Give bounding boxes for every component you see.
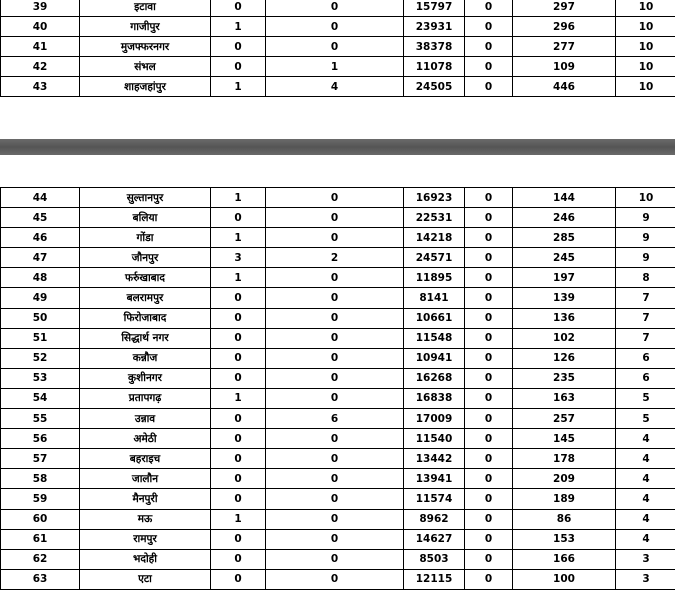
value-cell-4: 0 bbox=[465, 388, 513, 408]
serial-number-cell: 62 bbox=[1, 549, 80, 569]
table-row bbox=[1, 208, 675, 228]
value-cell-2: 0 bbox=[266, 449, 404, 469]
serial-number-cell: 63 bbox=[1, 569, 80, 589]
rank-value-cell: 4 bbox=[616, 469, 675, 489]
table-row bbox=[1, 328, 675, 348]
value-cell-4: 0 bbox=[465, 188, 513, 208]
value-cell-5: 178 bbox=[513, 449, 616, 469]
value-cell-4: 0 bbox=[465, 57, 513, 77]
value-cell-4: 0 bbox=[465, 328, 513, 348]
rank-value-cell: 4 bbox=[616, 509, 675, 529]
value-cell-3: 15797 bbox=[404, 0, 465, 17]
value-cell-3: 11078 bbox=[404, 57, 465, 77]
value-cell-2: 0 bbox=[266, 549, 404, 569]
value-cell-2: 0 bbox=[266, 569, 404, 589]
serial-number-cell: 59 bbox=[1, 489, 80, 509]
value-cell-1: 1 bbox=[211, 228, 266, 248]
value-cell-2: 0 bbox=[266, 429, 404, 449]
district-name-cell: जौनपुर bbox=[80, 248, 211, 268]
table-body-bottom bbox=[1, 188, 675, 590]
rank-value-cell: 3 bbox=[616, 549, 675, 569]
value-cell-1: 0 bbox=[211, 368, 266, 388]
rank-value-cell: 4 bbox=[616, 529, 675, 549]
serial-number-cell: 55 bbox=[1, 409, 80, 429]
serial-number-cell: 51 bbox=[1, 328, 80, 348]
value-cell-4: 0 bbox=[465, 0, 513, 17]
serial-number-cell: 57 bbox=[1, 449, 80, 469]
value-cell-2: 0 bbox=[266, 328, 404, 348]
value-cell-3: 38378 bbox=[404, 37, 465, 57]
district-name-cell: मुजफ्फरनगर bbox=[80, 37, 211, 57]
value-cell-1: 0 bbox=[211, 449, 266, 469]
value-cell-1: 0 bbox=[211, 308, 266, 328]
value-cell-5: 296 bbox=[513, 17, 616, 37]
district-name-cell: गाजीपुर bbox=[80, 17, 211, 37]
value-cell-2: 2 bbox=[266, 248, 404, 268]
value-cell-2: 0 bbox=[266, 268, 404, 288]
value-cell-3: 8141 bbox=[404, 288, 465, 308]
district-name-cell: शाहजहांपुर bbox=[80, 77, 211, 97]
serial-number-cell: 46 bbox=[1, 228, 80, 248]
value-cell-5: 446 bbox=[513, 77, 616, 97]
district-name-cell: संभल bbox=[80, 57, 211, 77]
value-cell-3: 23931 bbox=[404, 17, 465, 37]
value-cell-5: 139 bbox=[513, 288, 616, 308]
value-cell-5: 126 bbox=[513, 348, 616, 368]
value-cell-1: 0 bbox=[211, 489, 266, 509]
table-row bbox=[1, 228, 675, 248]
value-cell-4: 0 bbox=[465, 489, 513, 509]
value-cell-5: 102 bbox=[513, 328, 616, 348]
value-cell-3: 11895 bbox=[404, 268, 465, 288]
district-name-cell: बलरामपुर bbox=[80, 288, 211, 308]
serial-number-cell: 60 bbox=[1, 509, 80, 529]
value-cell-5: 109 bbox=[513, 57, 616, 77]
rank-value-cell: 4 bbox=[616, 429, 675, 449]
value-cell-3: 24505 bbox=[404, 77, 465, 97]
district-name-cell: सिद्धार्थ नगर bbox=[80, 328, 211, 348]
value-cell-3: 10941 bbox=[404, 348, 465, 368]
table-row bbox=[1, 509, 675, 529]
value-cell-4: 0 bbox=[465, 37, 513, 57]
district-name-cell: बलिया bbox=[80, 208, 211, 228]
value-cell-5: 277 bbox=[513, 37, 616, 57]
table-row bbox=[1, 409, 675, 429]
value-cell-3: 16923 bbox=[404, 188, 465, 208]
district-table-top bbox=[0, 0, 675, 97]
value-cell-4: 0 bbox=[465, 77, 513, 97]
value-cell-5: 285 bbox=[513, 228, 616, 248]
value-cell-4: 0 bbox=[465, 509, 513, 529]
rank-value-cell: 6 bbox=[616, 368, 675, 388]
value-cell-1: 0 bbox=[211, 549, 266, 569]
rank-value-cell: 5 bbox=[616, 409, 675, 429]
district-name-cell: मैनपुरी bbox=[80, 489, 211, 509]
table-row bbox=[1, 77, 675, 97]
rank-value-cell: 10 bbox=[616, 188, 675, 208]
value-cell-4: 0 bbox=[465, 409, 513, 429]
value-cell-5: 166 bbox=[513, 549, 616, 569]
serial-number-cell: 39 bbox=[1, 0, 80, 17]
table-row bbox=[1, 308, 675, 328]
table-row bbox=[1, 288, 675, 308]
value-cell-1: 0 bbox=[211, 429, 266, 449]
value-cell-5: 86 bbox=[513, 509, 616, 529]
rank-value-cell: 10 bbox=[616, 37, 675, 57]
serial-number-cell: 48 bbox=[1, 268, 80, 288]
district-name-cell: उन्नाव bbox=[80, 409, 211, 429]
value-cell-1: 1 bbox=[211, 268, 266, 288]
value-cell-4: 0 bbox=[465, 549, 513, 569]
serial-number-cell: 53 bbox=[1, 368, 80, 388]
value-cell-3: 24571 bbox=[404, 248, 465, 268]
value-cell-2: 0 bbox=[266, 228, 404, 248]
serial-number-cell: 56 bbox=[1, 429, 80, 449]
value-cell-3: 11548 bbox=[404, 328, 465, 348]
serial-number-cell: 42 bbox=[1, 57, 80, 77]
value-cell-5: 189 bbox=[513, 489, 616, 509]
value-cell-2: 0 bbox=[266, 529, 404, 549]
value-cell-4: 0 bbox=[465, 268, 513, 288]
district-name-cell: भदोही bbox=[80, 549, 211, 569]
table-row bbox=[1, 57, 675, 77]
rank-value-cell: 10 bbox=[616, 17, 675, 37]
value-cell-4: 0 bbox=[465, 429, 513, 449]
serial-number-cell: 58 bbox=[1, 469, 80, 489]
district-name-cell: बहराइच bbox=[80, 449, 211, 469]
value-cell-1: 0 bbox=[211, 569, 266, 589]
value-cell-5: 136 bbox=[513, 308, 616, 328]
serial-number-cell: 43 bbox=[1, 77, 80, 97]
value-cell-4: 0 bbox=[465, 17, 513, 37]
value-cell-3: 10661 bbox=[404, 308, 465, 328]
value-cell-1: 1 bbox=[211, 388, 266, 408]
value-cell-1: 1 bbox=[211, 509, 266, 529]
table-row bbox=[1, 449, 675, 469]
value-cell-2: 0 bbox=[266, 188, 404, 208]
district-name-cell: मऊ bbox=[80, 509, 211, 529]
value-cell-5: 153 bbox=[513, 529, 616, 549]
value-cell-2: 0 bbox=[266, 348, 404, 368]
value-cell-2: 0 bbox=[266, 388, 404, 408]
rank-value-cell: 10 bbox=[616, 0, 675, 17]
table-row bbox=[1, 0, 675, 17]
value-cell-3: 14218 bbox=[404, 228, 465, 248]
value-cell-5: 246 bbox=[513, 208, 616, 228]
value-cell-2: 0 bbox=[266, 17, 404, 37]
table-row bbox=[1, 569, 675, 589]
value-cell-5: 245 bbox=[513, 248, 616, 268]
value-cell-5: 100 bbox=[513, 569, 616, 589]
value-cell-2: 0 bbox=[266, 489, 404, 509]
value-cell-2: 0 bbox=[266, 509, 404, 529]
value-cell-2: 0 bbox=[266, 469, 404, 489]
rank-value-cell: 6 bbox=[616, 348, 675, 368]
value-cell-5: 145 bbox=[513, 429, 616, 449]
table-row bbox=[1, 268, 675, 288]
rank-value-cell: 10 bbox=[616, 57, 675, 77]
district-name-cell: कुशीनगर bbox=[80, 368, 211, 388]
page-break-bar bbox=[0, 139, 675, 155]
rank-value-cell: 8 bbox=[616, 268, 675, 288]
table-row bbox=[1, 388, 675, 408]
value-cell-3: 8503 bbox=[404, 549, 465, 569]
value-cell-5: 144 bbox=[513, 188, 616, 208]
value-cell-4: 0 bbox=[465, 449, 513, 469]
serial-number-cell: 49 bbox=[1, 288, 80, 308]
rank-value-cell: 4 bbox=[616, 489, 675, 509]
value-cell-4: 0 bbox=[465, 248, 513, 268]
value-cell-3: 8962 bbox=[404, 509, 465, 529]
value-cell-2: 0 bbox=[266, 0, 404, 17]
value-cell-1: 1 bbox=[211, 77, 266, 97]
value-cell-2: 0 bbox=[266, 208, 404, 228]
value-cell-2: 1 bbox=[266, 57, 404, 77]
value-cell-1: 0 bbox=[211, 409, 266, 429]
value-cell-4: 0 bbox=[465, 368, 513, 388]
value-cell-3: 17009 bbox=[404, 409, 465, 429]
district-name-cell: जालौन bbox=[80, 469, 211, 489]
value-cell-3: 11574 bbox=[404, 489, 465, 509]
value-cell-4: 0 bbox=[465, 228, 513, 248]
value-cell-3: 14627 bbox=[404, 529, 465, 549]
table-row bbox=[1, 37, 675, 57]
value-cell-3: 13941 bbox=[404, 469, 465, 489]
value-cell-5: 297 bbox=[513, 0, 616, 17]
serial-number-cell: 50 bbox=[1, 308, 80, 328]
serial-number-cell: 45 bbox=[1, 208, 80, 228]
value-cell-1: 0 bbox=[211, 328, 266, 348]
value-cell-4: 0 bbox=[465, 469, 513, 489]
table-row bbox=[1, 429, 675, 449]
rank-value-cell: 9 bbox=[616, 208, 675, 228]
table-row bbox=[1, 469, 675, 489]
value-cell-1: 0 bbox=[211, 208, 266, 228]
rank-value-cell: 4 bbox=[616, 449, 675, 469]
value-cell-2: 0 bbox=[266, 368, 404, 388]
value-cell-3: 22531 bbox=[404, 208, 465, 228]
serial-number-cell: 47 bbox=[1, 248, 80, 268]
rank-value-cell: 10 bbox=[616, 77, 675, 97]
value-cell-5: 163 bbox=[513, 388, 616, 408]
table-body-top bbox=[1, 0, 675, 97]
serial-number-cell: 54 bbox=[1, 388, 80, 408]
value-cell-1: 0 bbox=[211, 37, 266, 57]
value-cell-1: 1 bbox=[211, 17, 266, 37]
value-cell-2: 6 bbox=[266, 409, 404, 429]
value-cell-1: 0 bbox=[211, 0, 266, 17]
rank-value-cell: 5 bbox=[616, 388, 675, 408]
rank-value-cell: 9 bbox=[616, 248, 675, 268]
district-name-cell: एटा bbox=[80, 569, 211, 589]
value-cell-4: 0 bbox=[465, 569, 513, 589]
rank-value-cell: 3 bbox=[616, 569, 675, 589]
value-cell-1: 0 bbox=[211, 529, 266, 549]
value-cell-1: 1 bbox=[211, 188, 266, 208]
table-row bbox=[1, 368, 675, 388]
serial-number-cell: 52 bbox=[1, 348, 80, 368]
serial-number-cell: 40 bbox=[1, 17, 80, 37]
district-name-cell: गोंडा bbox=[80, 228, 211, 248]
value-cell-4: 0 bbox=[465, 348, 513, 368]
rank-value-cell: 9 bbox=[616, 228, 675, 248]
serial-number-cell: 44 bbox=[1, 188, 80, 208]
value-cell-2: 4 bbox=[266, 77, 404, 97]
value-cell-2: 0 bbox=[266, 308, 404, 328]
district-name-cell: कन्नौज bbox=[80, 348, 211, 368]
value-cell-3: 11540 bbox=[404, 429, 465, 449]
value-cell-5: 209 bbox=[513, 469, 616, 489]
value-cell-3: 13442 bbox=[404, 449, 465, 469]
table-row bbox=[1, 529, 675, 549]
value-cell-2: 0 bbox=[266, 288, 404, 308]
value-cell-5: 257 bbox=[513, 409, 616, 429]
value-cell-3: 16838 bbox=[404, 388, 465, 408]
rank-value-cell: 7 bbox=[616, 328, 675, 348]
value-cell-5: 235 bbox=[513, 368, 616, 388]
district-name-cell: प्रतापगढ़ bbox=[80, 388, 211, 408]
value-cell-4: 0 bbox=[465, 288, 513, 308]
table-row bbox=[1, 188, 675, 208]
value-cell-1: 0 bbox=[211, 288, 266, 308]
table-row bbox=[1, 549, 675, 569]
serial-number-cell: 41 bbox=[1, 37, 80, 57]
district-name-cell: रामपुर bbox=[80, 529, 211, 549]
serial-number-cell: 61 bbox=[1, 529, 80, 549]
district-name-cell: फर्रुखाबाद bbox=[80, 268, 211, 288]
value-cell-1: 0 bbox=[211, 57, 266, 77]
rank-value-cell: 7 bbox=[616, 308, 675, 328]
table-row bbox=[1, 489, 675, 509]
district-name-cell: सुल्तानपुर bbox=[80, 188, 211, 208]
table-row bbox=[1, 17, 675, 37]
district-table-bottom bbox=[0, 187, 675, 590]
table-row bbox=[1, 248, 675, 268]
value-cell-1: 0 bbox=[211, 469, 266, 489]
value-cell-5: 197 bbox=[513, 268, 616, 288]
value-cell-3: 12115 bbox=[404, 569, 465, 589]
district-name-cell: अमेठी bbox=[80, 429, 211, 449]
table-row bbox=[1, 348, 675, 368]
value-cell-4: 0 bbox=[465, 308, 513, 328]
value-cell-3: 16268 bbox=[404, 368, 465, 388]
district-name-cell: फिरोजाबाद bbox=[80, 308, 211, 328]
value-cell-1: 0 bbox=[211, 348, 266, 368]
value-cell-1: 3 bbox=[211, 248, 266, 268]
rank-value-cell: 7 bbox=[616, 288, 675, 308]
value-cell-4: 0 bbox=[465, 529, 513, 549]
district-name-cell: इटावा bbox=[80, 0, 211, 17]
value-cell-2: 0 bbox=[266, 37, 404, 57]
value-cell-4: 0 bbox=[465, 208, 513, 228]
